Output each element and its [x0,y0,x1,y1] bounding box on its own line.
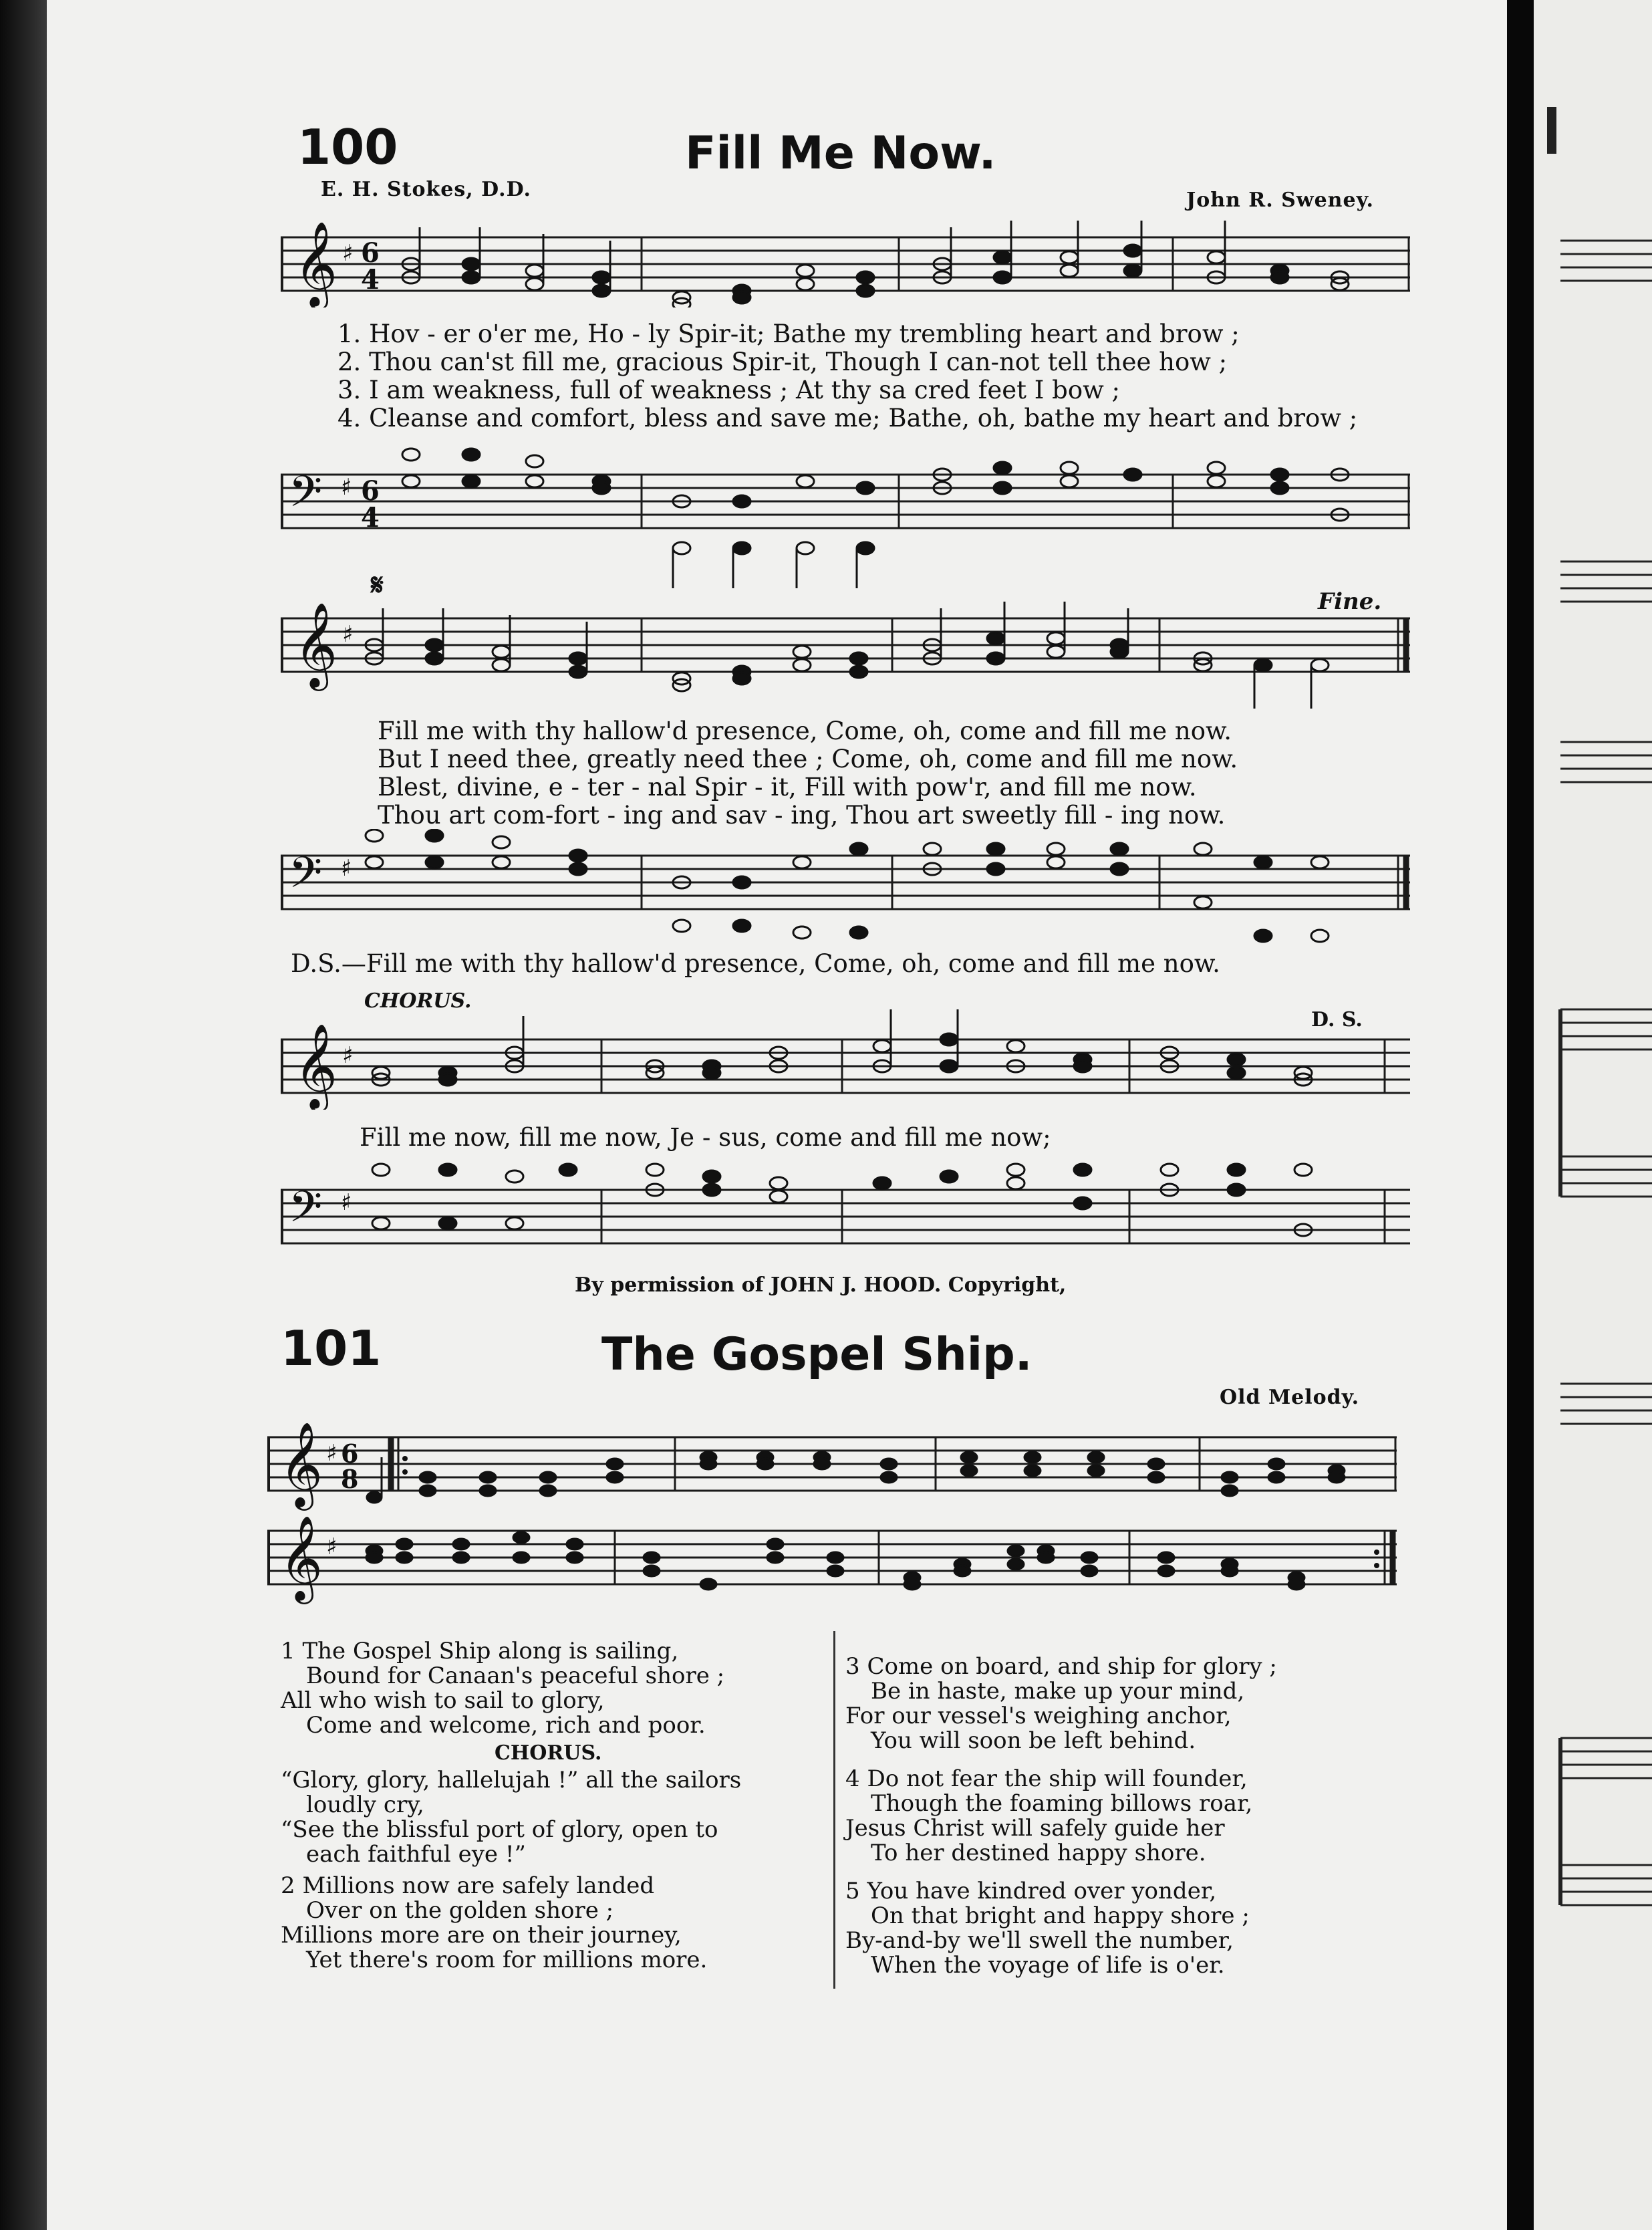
verse-3-line: 3. I am weakness, full of weakness ; At thy sa cred feet I bow ; [337,376,1121,404]
verse-line: 4 Do not fear the ship will founder, [845,1765,1248,1792]
permission-note: By permission of JOHN J. HOOD. Copyright, [575,1273,1067,1297]
verse-1 [281,1639,741,1738]
staff-gospel-ship-line1 [267,1410,1397,1511]
svg-text:𝄞: 𝄞 [294,602,338,687]
svg-text:𝄞: 𝄞 [294,221,338,306]
svg-text:♯: ♯ [341,855,352,882]
verse-line: Yet there's room for millions more. [306,1947,708,1973]
verse-line: loudly cry, [306,1791,424,1818]
verse-line: Bound for Canaan's peaceful shore ; [306,1662,725,1689]
hymn-title-100: Fill Me Now. [685,127,996,180]
refrain-line-1: Fill me with thy hallow'd presence, Come, oh, come and fill me now. [378,717,1232,745]
svg-text:♯: ♯ [341,1189,352,1216]
hymn-number-101: 101 [281,1320,382,1376]
verse-line: You will soon be left behind. [871,1727,1196,1754]
verse-1-line: 1. Hov - er o'er me, Ho - ly Spir-it; Bathe my trembling heart and brow ; [337,320,1240,348]
verse-line: Jesus Christ will safely guide her [845,1815,1225,1842]
verse-line: Over on the golden shore ; [306,1897,614,1924]
verse-3 [845,1654,1277,1753]
svg-text:6: 6 [361,475,380,507]
staff-system1-treble [281,221,1410,307]
verse-line: To her destined happy shore. [871,1840,1206,1866]
verse-2-line: 2. Thou can'st fill me, gracious Spir-it, Though I can-not tell thee how ; [337,348,1228,376]
verse-line: When the voyage of life is o'er. [871,1952,1225,1979]
svg-text:♯: ♯ [326,1440,337,1467]
chorus-label: CHORUS. [364,989,472,1013]
chorus-lyric-line: Fill me now, fill me now, Je - sus, come and fill me now; [360,1123,1051,1152]
adjacent-page-staff-fragments [1534,0,1652,2230]
melody-credit: Old Melody. [1220,1386,1360,1409]
verse-line: 3 Come on board, and ship for glory ; [845,1653,1277,1680]
staff-chorus-bass [281,1150,1410,1263]
verse-line: Come and welcome, rich and poor. [306,1712,706,1739]
verse-line: Though the foaming billows roar, [871,1790,1253,1817]
verse-5 [845,1879,1277,1978]
svg-text:4: 4 [361,264,380,295]
composer-credit: John R. Sweney. [1186,189,1375,212]
svg-text:𝄞: 𝄞 [279,1515,323,1600]
verse-line: 1 The Gospel Ship along is sailing, [281,1638,679,1664]
verse-line: each faithful eye !” [306,1841,526,1868]
ds-mark: D. S. [1311,1008,1363,1031]
verse-line: By-and-by we'll swell the number, [845,1927,1234,1954]
adjacent-page-edge [1534,0,1652,2230]
verse-line: On that bright and happy shore ; [871,1902,1250,1929]
verse-2 [281,1874,741,1973]
verse-line: “See the blissful port of glory, open to [281,1816,718,1843]
svg-text:♯: ♯ [342,240,354,267]
staff-gospel-ship-line2 [267,1504,1397,1604]
hymn-title-101: The Gospel Ship. [601,1328,1032,1381]
svg-text:4: 4 [361,502,380,533]
column-divider [833,1631,835,1989]
verse-line: “Glory, glory, hallelujah !” all the sailors [281,1767,742,1793]
verse-4 [845,1767,1277,1866]
verse-line: 2 Millions now are safely landed [281,1872,655,1899]
svg-text:𝄢: 𝄢 [289,848,323,908]
staff-system1-bass [281,435,1410,588]
staff-system2-bass [281,829,1410,949]
refrain-line-3: Blest, divine, e - ter - nal Spir - it, Fill with pow'r, and fill me now. [378,773,1197,801]
refrain-line-2: But I need thee, greatly need thee ; Come, oh, come and fill me now. [378,745,1238,773]
verse-line: 5 You have kindred over yonder, [845,1878,1217,1904]
book-binding [0,0,47,2230]
verse-line: For our vessel's weighing anchor, [845,1703,1232,1729]
svg-text:𝄞: 𝄞 [279,1421,323,1507]
segno-sign: 𝄋 [371,568,384,602]
verse-line: Millions more are on their journey, [281,1922,682,1949]
ds-lyric-line: D.S.—Fill me with thy hallow'd presence, Come, oh, come and fill me now. [291,949,1220,978]
verse-line: Be in haste, make up your mind, [871,1678,1245,1705]
svg-text:6: 6 [341,1439,359,1469]
svg-text:8: 8 [341,1464,359,1494]
chorus-verse [281,1768,741,1867]
svg-text:𝄢: 𝄢 [289,467,323,527]
page-gutter [1507,0,1534,2230]
svg-text:♯: ♯ [342,1042,354,1069]
staff-system2-treble [281,602,1410,715]
staff-chorus-treble [281,1009,1410,1110]
svg-text:♯: ♯ [342,621,354,648]
refrain-line-4: Thou art com-fort - ing and sav - ing, Thou art sweetly fill - ing now. [378,801,1226,830]
svg-text:6: 6 [361,237,380,269]
svg-text:𝄞: 𝄞 [294,1023,338,1108]
svg-text:♯: ♯ [341,474,352,501]
chorus-label-101: CHORUS. [495,1741,602,1765]
verse-column-right [845,1654,1277,1978]
verse-4-line: 4. Cleanse and comfort, bless and save me; Bathe, oh, bathe my heart and brow ; [337,404,1358,432]
verse-line: All who wish to sail to glory, [281,1687,605,1714]
svg-text:♯: ♯ [326,1533,337,1560]
svg-text:𝄢: 𝄢 [289,1183,323,1243]
hymn-number-100: 100 [297,119,398,175]
fine-mark: Fine. [1318,588,1382,615]
verse-column-left [281,1639,741,1973]
lyricist-credit: E. H. Stokes, D.D. [321,178,531,201]
